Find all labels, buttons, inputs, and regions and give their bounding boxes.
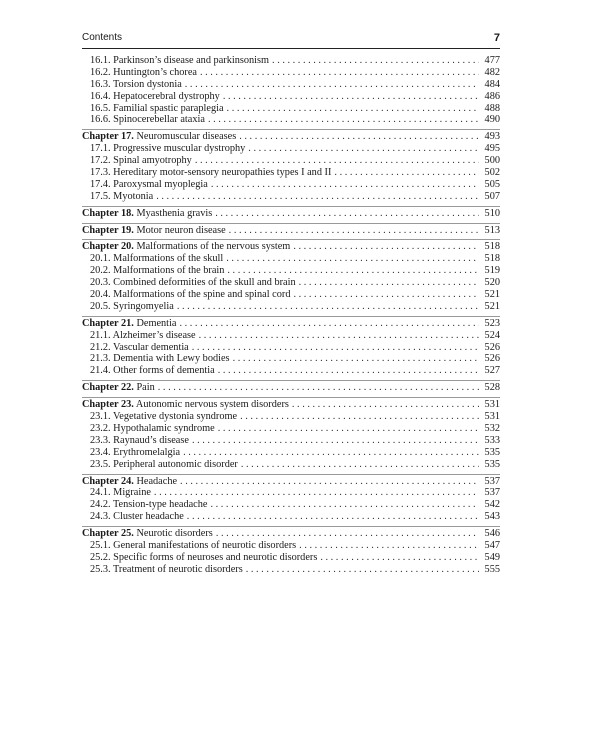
section-label: 23.3. Raynaud’s disease xyxy=(90,434,189,446)
chapter-page-number: 510 xyxy=(484,207,500,219)
chapter-title: Myasthenia gravis xyxy=(136,207,213,219)
dot-leader xyxy=(218,423,479,435)
section-page-number: 535 xyxy=(484,446,500,458)
running-header xyxy=(82,30,500,49)
chapter-label xyxy=(82,208,212,220)
section-entry[interactable] xyxy=(82,114,500,126)
dot-leader xyxy=(192,342,479,354)
section-page-number: 486 xyxy=(484,90,500,102)
section-entry[interactable] xyxy=(82,55,500,67)
chapter-entry[interactable] xyxy=(82,131,500,143)
chapter-entry[interactable] xyxy=(82,528,500,540)
dot-leader xyxy=(158,382,479,394)
section-label: 20.4. Malformations of the spine and spinal cord xyxy=(90,289,291,301)
chapter-title: Dementia xyxy=(136,317,177,329)
dot-leader xyxy=(239,131,479,143)
dot-leader xyxy=(215,208,479,220)
chapter-label xyxy=(82,528,213,540)
dot-leader xyxy=(218,365,479,377)
section-entry[interactable] xyxy=(82,365,500,377)
section-page-number: 542 xyxy=(484,499,500,511)
section-label: 17.1. Progressive muscular dystrophy xyxy=(90,143,246,155)
section-label: 16.2. Huntington’s chorea xyxy=(90,66,197,78)
section-entry[interactable] xyxy=(82,540,500,552)
chapter-entry[interactable] xyxy=(82,399,500,411)
dot-leader xyxy=(229,225,479,237)
section-page-number: 484 xyxy=(484,78,500,90)
toc-group xyxy=(82,527,500,579)
section-entry[interactable] xyxy=(82,167,500,179)
section-page-number: 488 xyxy=(484,102,500,114)
dot-leader xyxy=(177,301,479,313)
toc-group xyxy=(82,317,500,381)
section-entry[interactable] xyxy=(82,277,500,289)
section-page-number: 502 xyxy=(484,167,500,179)
chapter-page-number: 523 xyxy=(484,317,500,329)
chapter-title: Motor neuron disease xyxy=(136,224,226,236)
section-entry[interactable] xyxy=(82,143,500,155)
section-entry[interactable] xyxy=(82,411,500,423)
chapter-number: Chapter 24. xyxy=(82,475,134,487)
section-label: 23.2. Hypothalamic syndrome xyxy=(90,422,215,434)
section-entry[interactable] xyxy=(82,191,500,203)
section-page-number: 490 xyxy=(484,114,500,126)
toc-group xyxy=(82,130,500,206)
dot-leader xyxy=(180,476,479,488)
section-entry[interactable] xyxy=(82,499,500,511)
dot-leader xyxy=(334,167,479,179)
chapter-label xyxy=(82,241,290,253)
section-label: 20.3. Combined deformities of the skull and brain xyxy=(90,277,296,289)
section-label: 24.1. Migraine xyxy=(90,487,151,499)
header-title: Contents xyxy=(82,32,123,43)
section-entry[interactable] xyxy=(82,487,500,499)
section-entry[interactable] xyxy=(82,330,500,342)
dot-leader xyxy=(179,318,479,330)
dot-leader xyxy=(293,289,479,301)
chapter-entry[interactable] xyxy=(82,382,500,394)
section-label: 21.2. Vascular dementia xyxy=(90,341,189,353)
section-label: 23.5. Peripheral autonomic disorder xyxy=(90,458,238,470)
section-page-number: 524 xyxy=(484,329,500,341)
section-entry[interactable] xyxy=(82,79,500,91)
section-label: 17.2. Spinal amyotrophy xyxy=(90,155,192,167)
section-entry[interactable] xyxy=(82,423,500,435)
section-entry[interactable] xyxy=(82,353,500,365)
chapter-number: Chapter 21. xyxy=(82,317,134,329)
dot-leader xyxy=(241,459,479,471)
dot-leader xyxy=(210,499,479,511)
chapter-page-number: 546 xyxy=(484,528,500,540)
chapter-title: Autonomic nervous system disorders xyxy=(135,399,289,411)
toc-group xyxy=(82,54,500,130)
dot-leader xyxy=(227,103,479,115)
chapter-number: Chapter 19. xyxy=(82,224,134,236)
dot-leader xyxy=(200,67,479,79)
section-label: 24.3. Cluster headache xyxy=(90,511,184,523)
section-label: 21.1. Alzheimer’s disease xyxy=(90,329,196,341)
section-entry[interactable] xyxy=(82,179,500,191)
dot-leader xyxy=(299,277,479,289)
chapter-page-number: 518 xyxy=(484,241,500,253)
chapter-page-number: 528 xyxy=(484,382,500,394)
section-page-number: 543 xyxy=(484,511,500,523)
dot-leader xyxy=(299,540,479,552)
toc-group xyxy=(82,381,500,398)
chapter-label xyxy=(82,131,236,143)
chapter-number: Chapter 20. xyxy=(82,241,134,253)
section-page-number: 526 xyxy=(484,341,500,353)
chapter-title: Neurotic disorders xyxy=(136,528,213,540)
chapter-number: Chapter 18. xyxy=(82,207,134,219)
toc-group xyxy=(82,224,500,241)
chapter-label xyxy=(82,318,176,330)
dot-leader xyxy=(292,399,479,411)
section-label: 16.1. Parkinson’s disease and parkinsonism xyxy=(90,55,270,66)
dot-leader xyxy=(199,330,479,342)
dot-leader xyxy=(226,253,479,265)
dot-leader xyxy=(240,411,479,423)
section-page-number: 500 xyxy=(484,155,500,167)
dot-leader xyxy=(293,241,479,253)
chapter-page-number: 493 xyxy=(484,131,500,143)
chapter-label xyxy=(82,225,226,237)
header-page-number: 7 xyxy=(493,32,500,44)
section-label: 16.4. Hepatocerebral dystrophy xyxy=(90,90,220,102)
toc-group xyxy=(82,475,500,528)
dot-leader xyxy=(187,511,479,523)
section-page-number: 537 xyxy=(484,487,500,499)
dot-leader xyxy=(233,353,479,365)
section-page-number: 549 xyxy=(484,551,500,563)
chapter-entry[interactable] xyxy=(82,225,500,237)
chapter-title: Neuromuscular diseases xyxy=(136,131,237,143)
section-page-number: 505 xyxy=(484,178,500,190)
chapter-title: Pain xyxy=(136,382,155,394)
dot-leader xyxy=(185,79,479,91)
section-page-number: 547 xyxy=(484,539,500,551)
section-entry[interactable] xyxy=(82,435,500,447)
chapter-page-number: 537 xyxy=(484,475,500,487)
dot-leader xyxy=(211,179,479,191)
dot-leader xyxy=(248,143,479,155)
section-label: 16.5. Familial spastic paraplegia xyxy=(90,102,224,114)
dot-leader xyxy=(183,447,479,459)
chapter-entry[interactable] xyxy=(82,476,500,488)
section-entry[interactable] xyxy=(82,91,500,103)
table-of-contents xyxy=(82,54,500,579)
section-entry[interactable] xyxy=(82,459,500,471)
section-page-number: 532 xyxy=(484,422,500,434)
toc-group xyxy=(82,240,500,316)
chapter-number: Chapter 23. xyxy=(82,399,134,411)
section-page-number: 535 xyxy=(484,458,500,470)
section-entry[interactable] xyxy=(82,301,500,313)
section-label: 24.2. Tension-type headache xyxy=(90,499,208,511)
chapter-title: Headache xyxy=(136,475,178,487)
section-page-number: 520 xyxy=(484,277,500,289)
dot-leader xyxy=(216,528,479,540)
section-label: 17.4. Paroxysmal myoplegia xyxy=(90,178,208,190)
section-entry[interactable] xyxy=(82,103,500,115)
section-page-number: 521 xyxy=(484,289,500,301)
section-page-number: 555 xyxy=(484,563,500,575)
chapter-page-number: 513 xyxy=(484,224,500,236)
dot-leader xyxy=(192,435,479,447)
dot-leader xyxy=(320,552,479,564)
section-label: 21.4. Other forms of dementia xyxy=(90,365,215,377)
section-page-number: 533 xyxy=(484,434,500,446)
section-label: 20.1. Malformations of the skull xyxy=(90,253,224,265)
chapter-entry[interactable] xyxy=(82,241,500,253)
section-entry[interactable] xyxy=(82,511,500,523)
dot-leader xyxy=(246,564,479,576)
chapter-entry[interactable] xyxy=(82,318,500,330)
chapter-number: Chapter 17. xyxy=(82,131,134,143)
section-page-number: 531 xyxy=(484,411,500,423)
section-page-number: 518 xyxy=(484,253,500,265)
chapter-label xyxy=(82,399,289,411)
chapter-label xyxy=(82,382,155,394)
section-label: 16.3. Torsion dystonia xyxy=(90,78,182,90)
chapter-title: Malformations of the nervous system xyxy=(136,241,291,253)
section-label: 20.2. Malformations of the brain xyxy=(90,265,225,277)
section-entry[interactable] xyxy=(82,265,500,277)
dot-leader xyxy=(223,91,479,103)
section-label: 21.3. Dementia with Lewy bodies xyxy=(90,353,230,365)
section-label: 23.1. Vegetative dystonia syndrome xyxy=(90,411,238,423)
section-entry[interactable] xyxy=(82,289,500,301)
section-entry[interactable] xyxy=(82,552,500,564)
dot-leader xyxy=(195,155,479,167)
dot-leader xyxy=(227,265,479,277)
toc-group xyxy=(82,207,500,224)
section-entry[interactable] xyxy=(82,564,500,576)
dot-leader xyxy=(154,487,479,499)
section-page-number: 521 xyxy=(484,300,500,312)
section-label: 20.5. Syringomyelia xyxy=(90,300,174,312)
dot-leader xyxy=(208,114,479,126)
section-page-number: 519 xyxy=(484,265,500,277)
section-label: 17.3. Hereditary motor-sensory neuropathies types I and II xyxy=(90,167,332,179)
section-label: 25.3. Treatment of neurotic disorders xyxy=(90,563,243,575)
section-entry[interactable] xyxy=(82,342,500,354)
section-label: 25.2. Specific forms of neuroses and neurotic disorders xyxy=(90,551,318,563)
section-label: 23.4. Erythromelalgia xyxy=(90,446,181,458)
chapter-label xyxy=(82,476,177,488)
section-page-number: 482 xyxy=(484,66,500,78)
section-page-number: 526 xyxy=(484,353,500,365)
section-page-number: 507 xyxy=(484,190,500,202)
section-entry[interactable] xyxy=(82,447,500,459)
chapter-page-number: 531 xyxy=(484,399,500,411)
section-entry[interactable] xyxy=(82,253,500,265)
dot-leader xyxy=(156,191,479,203)
chapter-number: Chapter 25. xyxy=(82,528,134,540)
section-page-number: 527 xyxy=(484,365,500,377)
section-entry[interactable] xyxy=(82,155,500,167)
section-entry[interactable] xyxy=(82,67,500,79)
section-label: 16.6. Spinocerebellar ataxia xyxy=(90,114,205,126)
section-label: 25.1. General manifestations of neurotic disorders xyxy=(90,539,297,551)
section-label: 17.5. Myotonia xyxy=(90,190,154,202)
chapter-number: Chapter 22. xyxy=(82,382,134,394)
section-page-number: 477 xyxy=(484,55,500,66)
chapter-entry[interactable] xyxy=(82,208,500,220)
toc-group xyxy=(82,398,500,474)
section-page-number: 495 xyxy=(484,143,500,155)
dot-leader xyxy=(272,55,479,67)
